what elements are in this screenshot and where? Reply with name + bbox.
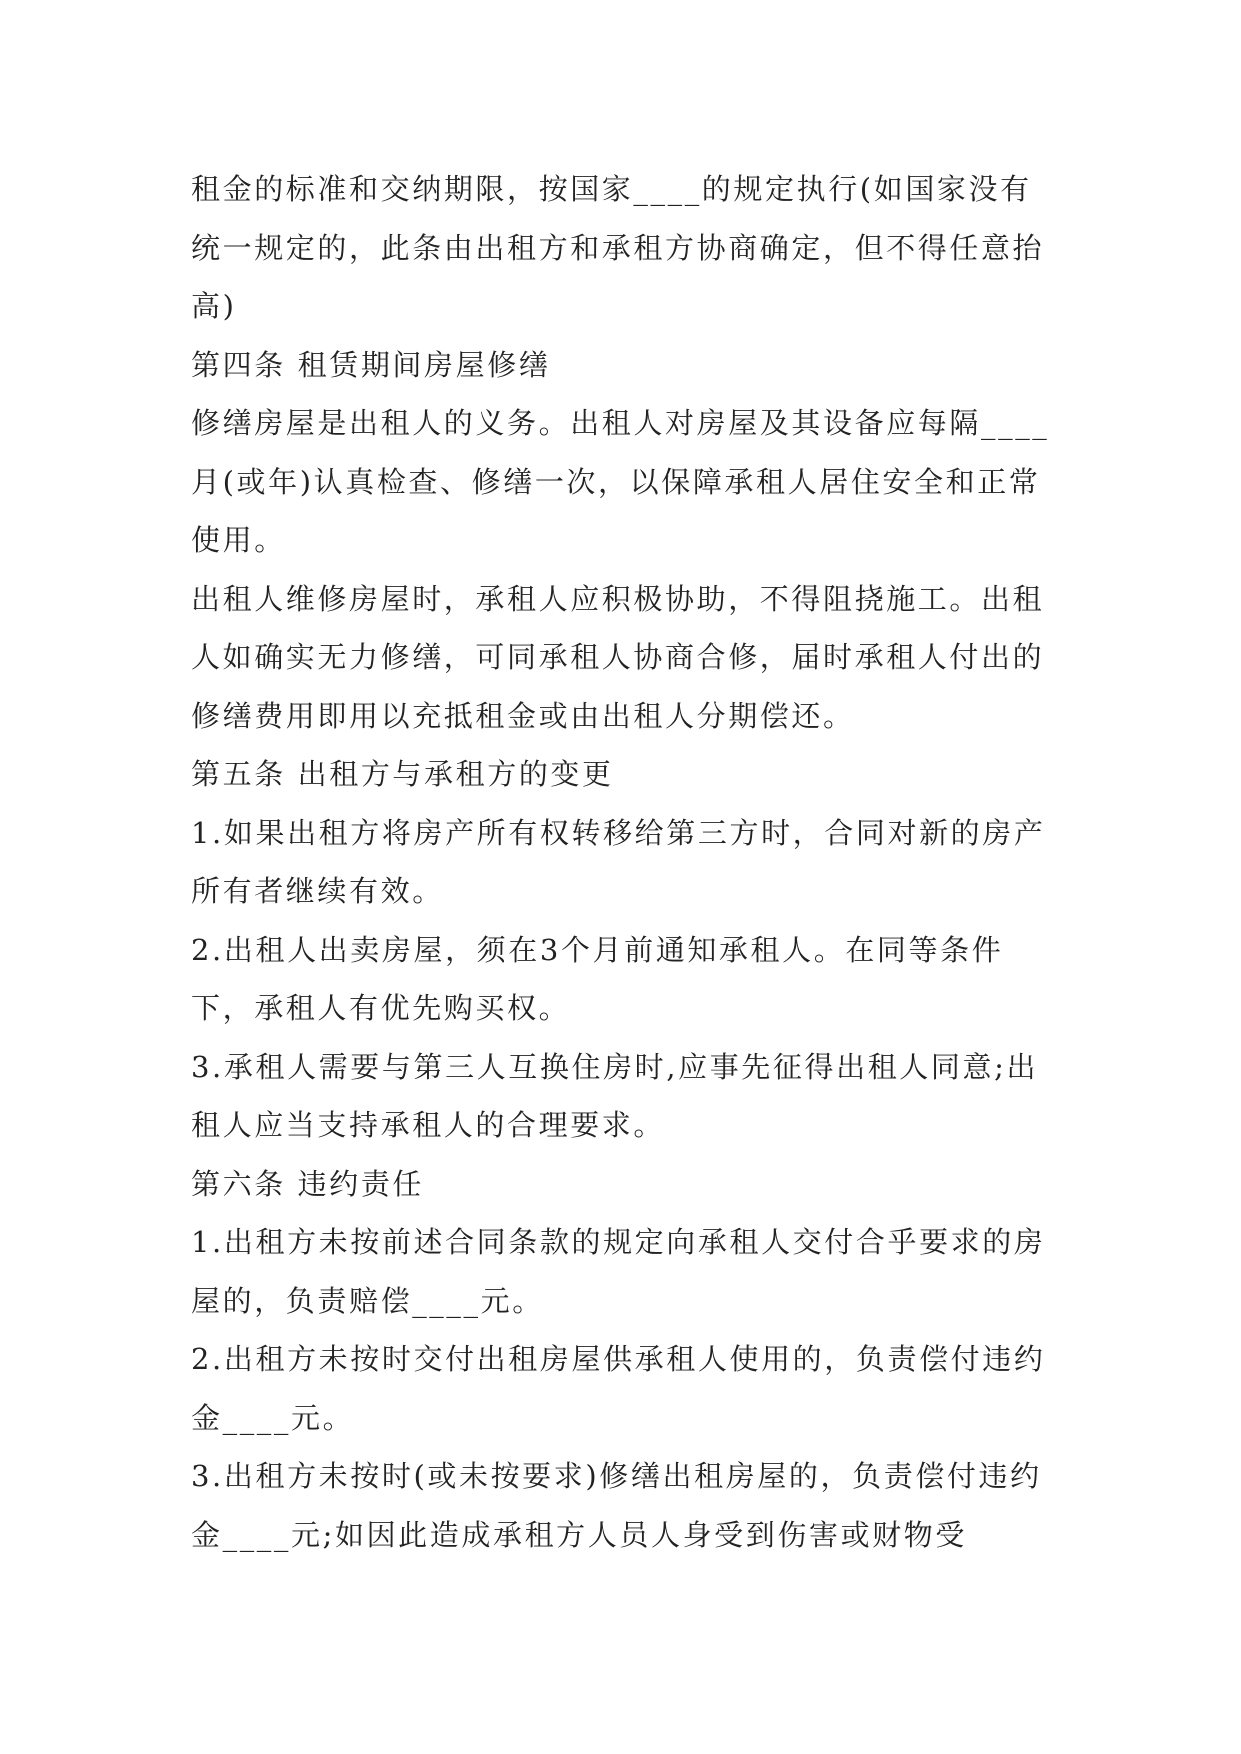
document-body [191, 160, 1061, 1564]
list-item-late-delivery: 2.出租方未按时交付出租房屋供承租人使用的，负责偿付违约金____元。 [191, 1342, 1046, 1435]
heading-article-6: 第六条 违约责任 [191, 1166, 425, 1201]
list-item-late-repair: 3.出租方未按时(或未按要求)修缮出租房屋的，负责偿付违约金____元;如因此造成承租方人员人身受到伤害或财物受 [191, 1459, 1042, 1552]
heading-article-5: 第五条 出租方与承租方的变更 [191, 757, 614, 791]
paragraph-rent-standard: 租金的标准和交纳期限，按国家____的规定执行(如国家没有统一规定的，此条由出租方和承租方协商确定，但不得任意抬高) [191, 172, 1045, 323]
heading-article-4: 第四条 租赁期间房屋修缮 [191, 347, 551, 382]
paragraph-repair-duty: 修缮房屋是出租人的义务。出租人对房屋及其设备应每隔____月(或年)认真检查、修缮一次，以保障承租人居住安全和正常使用。 [191, 406, 1050, 557]
list-item-compensation: 1.出租方未按前述合同条款的规定向承租人交付合乎要求的房屋的，负责赔偿____元。 [191, 1225, 1046, 1318]
list-item-housing-exchange: 3.承租人需要与第三人互换住房时,应事先征得出租人同意;出租人应当支持承租人的合理要求。 [191, 1049, 1039, 1142]
paragraph-repair-cooperation: 出租人维修房屋时，承租人应积极协助，不得阻挠施工。出租人如确实无力修缮，可同承租人协商合修，届时承租人付出的修缮费用即用以充抵租金或由出租人分期偿还。 [191, 581, 1045, 733]
list-item-ownership-transfer: 1.如果出租方将房产所有权转移给第三方时，合同对新的房产所有者继续有效。 [191, 815, 1046, 908]
list-item-sale-notice: 2.出租人出卖房屋，须在3个月前通知承租人。在同等条件下，承租人有优先购买权。 [191, 932, 1004, 1025]
